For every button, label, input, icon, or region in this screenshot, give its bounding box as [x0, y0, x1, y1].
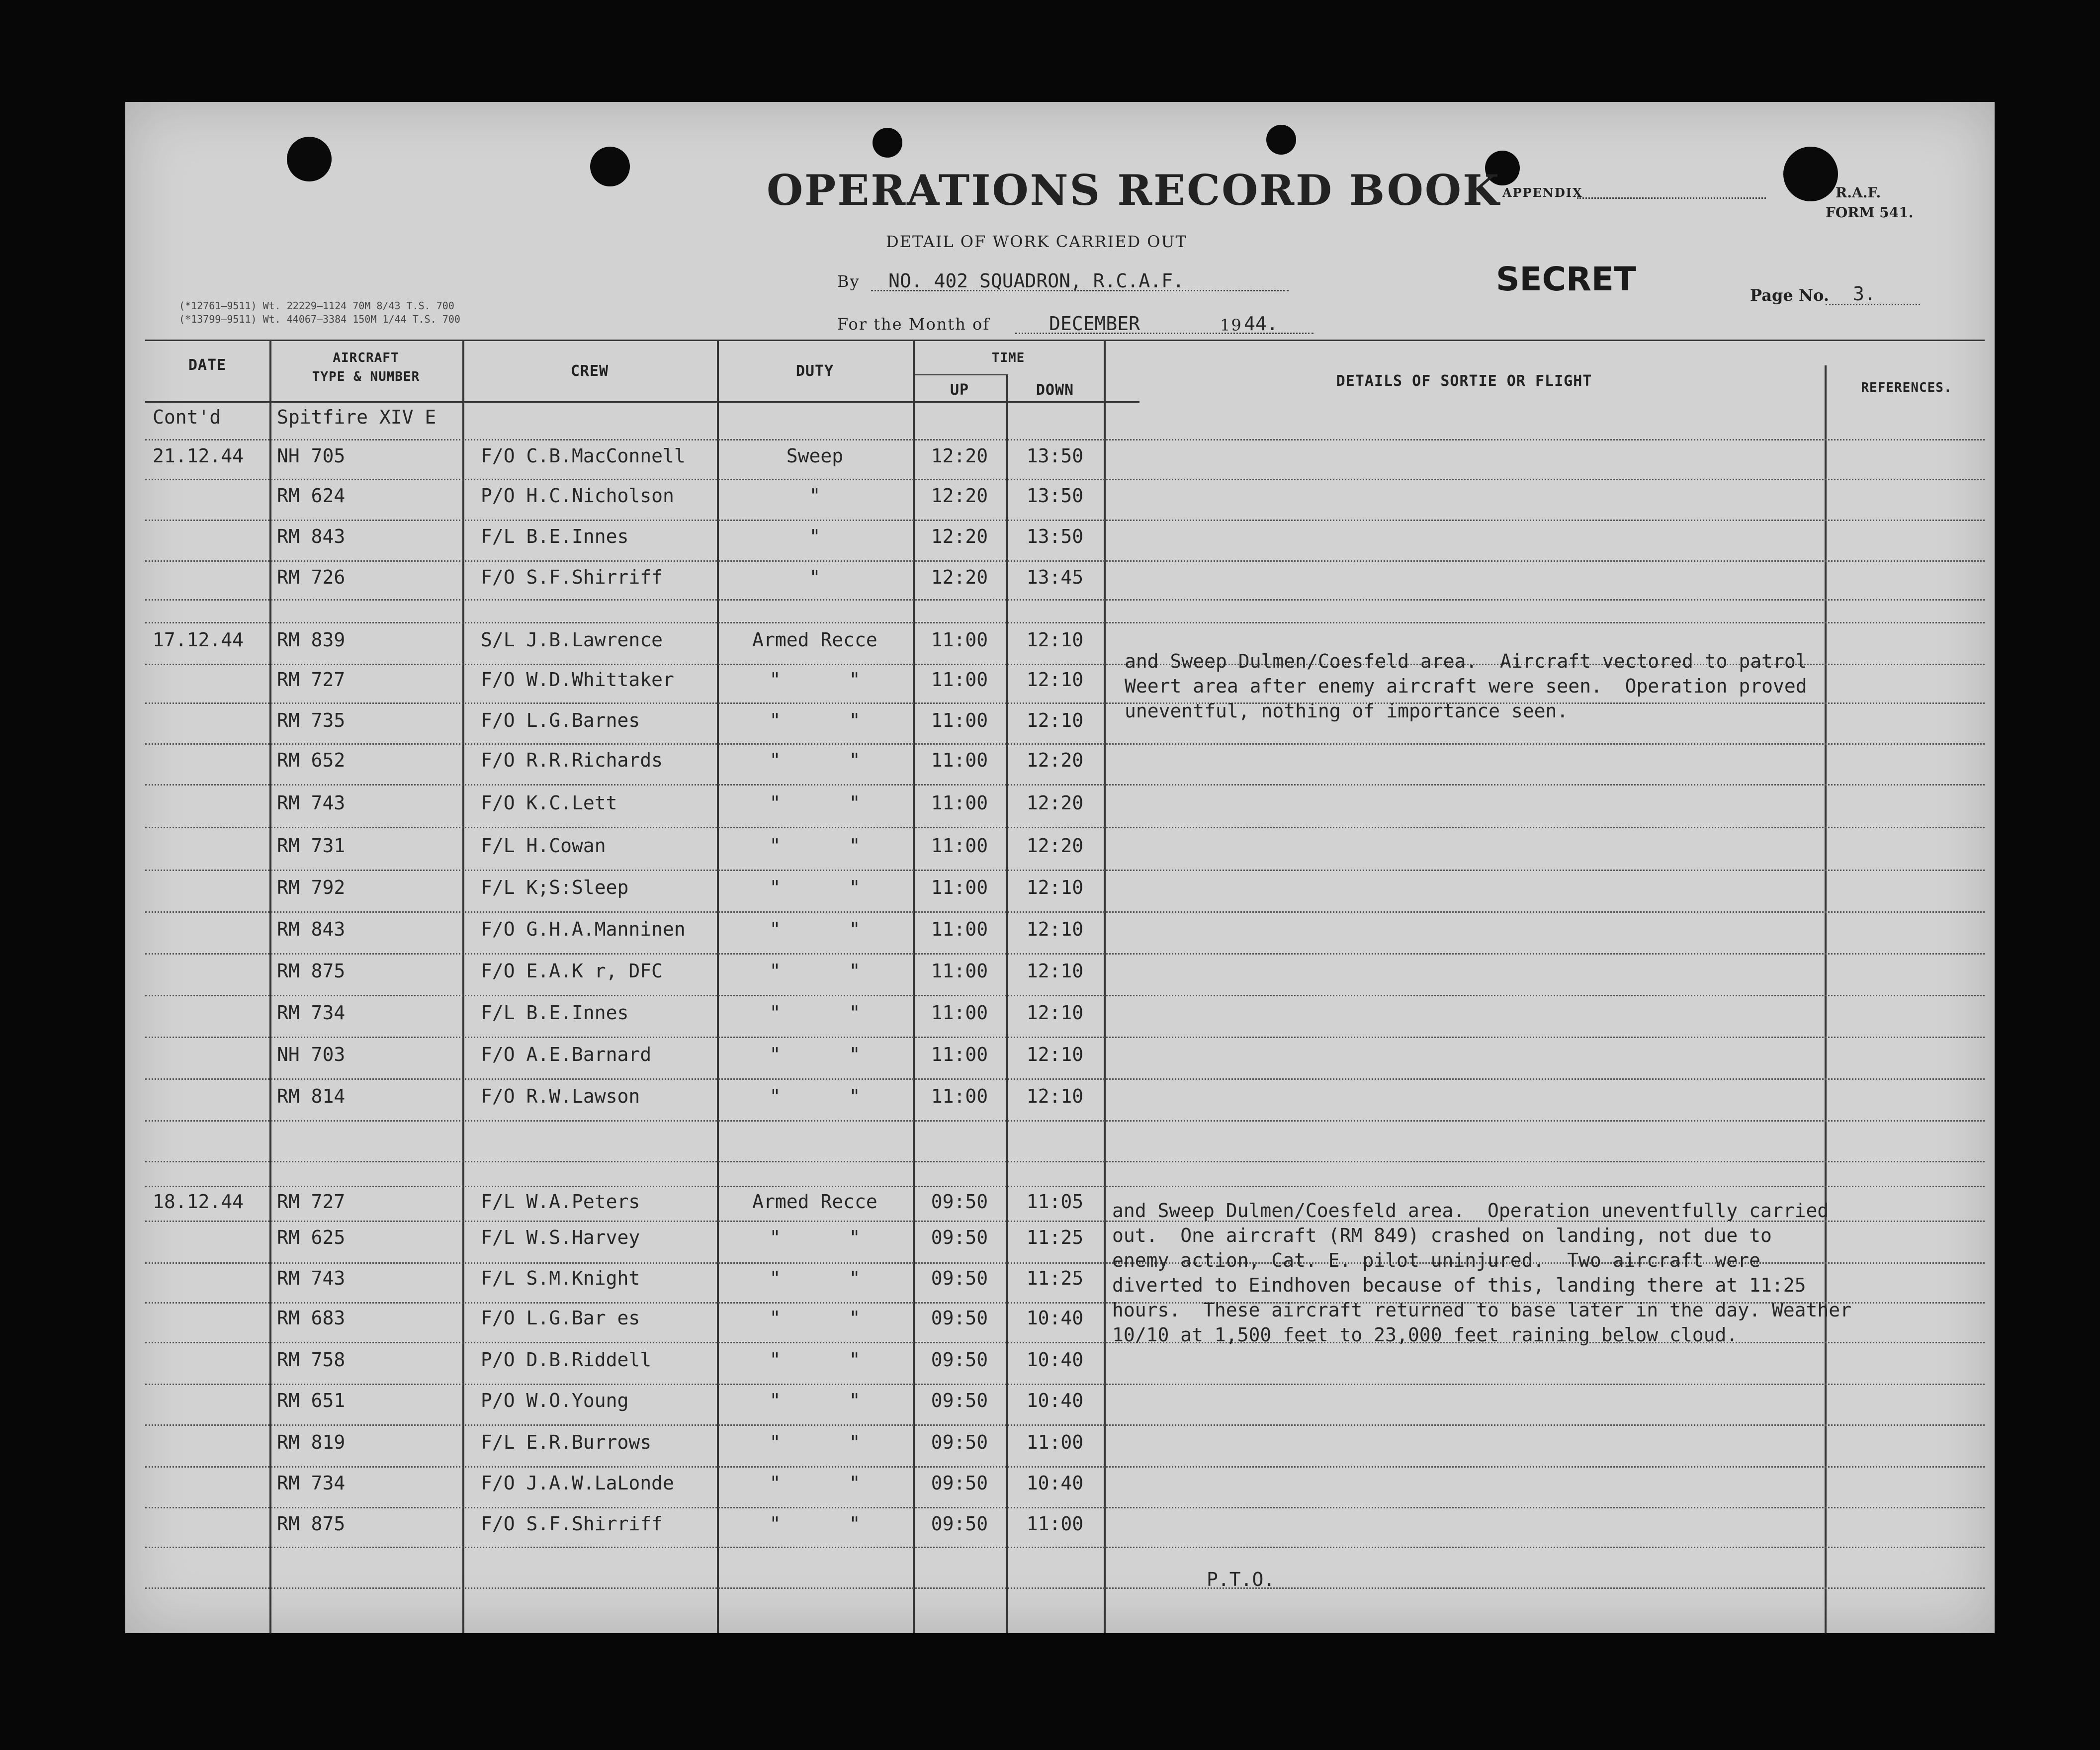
- cell-duty: " ": [769, 1226, 861, 1248]
- cell-duty: " ": [769, 1267, 861, 1289]
- cell-time-up: 12:20: [931, 485, 988, 507]
- cell-time-up: 11:00: [931, 1085, 988, 1107]
- cell-time-up: 11:00: [931, 918, 988, 940]
- cell-crew: F/L K;S:Sleep: [481, 876, 629, 898]
- cell-date: 18.12.44: [153, 1191, 244, 1213]
- cell-date: Cont'd: [153, 406, 221, 428]
- cell-duty: ": [809, 525, 821, 547]
- cell-time-up: 11:00: [931, 792, 988, 814]
- cell-aircraft: RM 734: [277, 1002, 346, 1024]
- cell-aircraft: RM 624: [277, 485, 346, 507]
- cell-crew: P/O H.C.Nicholson: [481, 485, 674, 507]
- cell-time-down: 10:40: [1026, 1472, 1084, 1494]
- cell-aircraft: RM 743: [277, 1267, 346, 1289]
- cell-time-up: 11:00: [931, 1044, 988, 1065]
- cell-time-up: 12:20: [931, 445, 988, 467]
- cell-time-down: 12:10: [1026, 876, 1084, 898]
- cell-crew: F/O R.R.Richards: [481, 749, 663, 771]
- year-value: 44.: [1244, 313, 1278, 335]
- column-header-duty: DUTY: [795, 362, 834, 380]
- cell-duty: " ": [769, 669, 861, 691]
- cell-crew: F/L W.S.Harvey: [481, 1226, 640, 1248]
- header-bottom-rule: [145, 401, 1139, 403]
- cell-crew: F/O L.G.Barnes: [481, 709, 640, 731]
- cell-duty: " ": [769, 1002, 861, 1024]
- cell-time-down: 12:10: [1026, 918, 1084, 940]
- print-reference: (*12761—9511) Wt. 22229—1124 70M 8/43 T.S. 700: [179, 300, 454, 312]
- cell-duty: " ": [769, 1085, 861, 1107]
- cell-time-down: 12:10: [1026, 669, 1084, 691]
- cell-crew: F/L H.Cowan: [481, 835, 606, 857]
- cell-time-up: 11:00: [931, 669, 988, 691]
- cell-crew: F/O S.F.Shirriff: [481, 1513, 663, 1535]
- page-number-value: 3.: [1853, 283, 1876, 305]
- cell-aircraft: Spitfire XIV E: [277, 406, 437, 428]
- table-top-rule: [145, 340, 1985, 341]
- cell-aircraft: RM 843: [277, 525, 346, 547]
- cell-duty: " ": [769, 749, 861, 771]
- cell-duty: " ": [769, 1472, 861, 1494]
- cell-crew: F/L W.A.Peters: [481, 1191, 640, 1213]
- cell-duty: " ": [769, 960, 861, 982]
- punch-hole: [1266, 125, 1296, 155]
- cell-time-down: 13:45: [1026, 566, 1084, 588]
- cell-time-up: 09:50: [931, 1267, 988, 1289]
- cell-aircraft: RM 875: [277, 960, 346, 982]
- cell-time-up: 09:50: [931, 1191, 988, 1213]
- punch-hole: [873, 128, 902, 158]
- cell-duty: Armed Recce: [752, 629, 877, 651]
- document-page: [125, 102, 1995, 1633]
- cell-duty: " ": [769, 1044, 861, 1065]
- cell-aircraft: RM 726: [277, 566, 346, 588]
- cell-aircraft: RM 875: [277, 1513, 346, 1535]
- column-header-aircraft: AIRCRAFT TYPE & NUMBER: [312, 350, 420, 384]
- cell-aircraft: RM 758: [277, 1349, 346, 1371]
- cell-time-down: 11:00: [1026, 1431, 1084, 1453]
- cell-crew: F/O K.C.Lett: [481, 792, 617, 814]
- cell-time-down: 10:40: [1026, 1390, 1084, 1411]
- cell-time-up: 12:20: [931, 566, 988, 588]
- cell-aircraft: RM 727: [277, 1191, 346, 1213]
- cell-aircraft: RM 727: [277, 669, 346, 691]
- column-rule: [462, 340, 464, 1633]
- cell-time-down: 12:10: [1026, 960, 1084, 982]
- cell-crew: F/L S.M.Knight: [481, 1267, 640, 1289]
- cell-crew: S/L J.B.Lawrence: [481, 629, 663, 651]
- cell-time-up: 09:50: [931, 1513, 988, 1535]
- cell-aircraft: RM 652: [277, 749, 346, 771]
- appendix-label: APPENDIX: [1502, 185, 1583, 200]
- page-title: OPERATIONS RECORD BOOK: [767, 166, 1501, 215]
- cell-time-down: 10:40: [1026, 1307, 1084, 1329]
- cell-time-down: 12:10: [1026, 1044, 1084, 1065]
- print-reference: (*13799—9511) Wt. 44067—3384 150M 1/44 T.S. 700: [179, 313, 460, 325]
- form-label-number: FORM 541.: [1826, 204, 1914, 221]
- cell-time-down: 12:10: [1026, 629, 1084, 651]
- column-rule: [1825, 365, 1827, 1633]
- sortie-details-17-dec: and Sweep Dulmen/Coesfeld area. Aircraft vectored to patrol Weert area after enemy aircraft were seen. Operation proved uneventful, nothing of importance seen.: [1125, 650, 1807, 722]
- cell-crew: F/O S.F.Shirriff: [481, 566, 663, 588]
- cell-time-up: 11:00: [931, 709, 988, 731]
- form-label-raf: R.A.F.: [1836, 184, 1881, 201]
- cell-aircraft: RM 625: [277, 1226, 346, 1248]
- cell-duty: " ": [769, 1307, 861, 1329]
- cell-crew: F/L B.E.Innes: [481, 525, 629, 547]
- cell-aircraft: RM 839: [277, 629, 346, 651]
- squadron-name: NO. 402 SQUADRON, R.C.A.F.: [888, 270, 1184, 292]
- cell-time-up: 11:00: [931, 749, 988, 771]
- cell-time-down: 12:10: [1026, 1002, 1084, 1024]
- cell-duty: Armed Recce: [752, 1191, 877, 1213]
- cell-duty: " ": [769, 835, 861, 857]
- page-subtitle: DETAIL OF WORK CARRIED OUT: [886, 232, 1187, 251]
- cell-crew: F/O A.E.Barnard: [481, 1044, 652, 1065]
- cell-time-up: 09:50: [931, 1431, 988, 1453]
- cell-time-down: 11:00: [1026, 1513, 1084, 1535]
- cell-crew: F/L E.R.Burrows: [481, 1431, 652, 1453]
- cell-aircraft: RM 683: [277, 1307, 346, 1329]
- cell-crew: F/O L.G.Bar es: [481, 1307, 640, 1329]
- punch-hole: [590, 147, 630, 186]
- cell-time-down: 12:20: [1026, 835, 1084, 857]
- cell-time-up: 11:00: [931, 876, 988, 898]
- cell-aircraft: RM 735: [277, 709, 346, 731]
- secret-stamp: SECRET: [1496, 260, 1636, 298]
- column-header-details: DETAILS OF SORTIE OR FLIGHT: [1336, 372, 1592, 390]
- column-header-down: DOWN: [1036, 381, 1074, 399]
- cell-time-up: 12:20: [931, 525, 988, 547]
- cell-time-up: 11:00: [931, 629, 988, 651]
- cell-aircraft: RM 819: [277, 1431, 346, 1453]
- cell-duty: " ": [769, 709, 861, 731]
- column-header-up: UP: [950, 381, 969, 399]
- column-header-time: TIME: [991, 350, 1025, 365]
- column-header-date: DATE: [188, 356, 227, 374]
- cell-crew: F/O E.A.K r, DFC: [481, 960, 663, 982]
- cell-date: 17.12.44: [153, 629, 244, 651]
- cell-time-down: 13:50: [1026, 485, 1084, 507]
- cell-time-up: 11:00: [931, 1002, 988, 1024]
- cell-crew: P/O D.B.Riddell: [481, 1349, 652, 1371]
- cell-crew: F/O J.A.W.LaLonde: [481, 1472, 674, 1494]
- cell-aircraft: RM 734: [277, 1472, 346, 1494]
- sortie-details-18-dec: and Sweep Dulmen/Coesfeld area. Operation uneventfully carried out. One aircraft (RM 849) crashed on landing, not due to enemy action, Cat. E. pilot uninjured. Two aircraft were diverted to Eindhoven because of this, landing there at 11:25 hours. These aircraft returned to base later in the day. Weather 10/10 at 1,500 feet to 23,000 feet raining below cloud.: [1112, 1200, 1852, 1346]
- cell-aircraft: RM 843: [277, 918, 346, 940]
- month-value: DECEMBER: [1049, 313, 1140, 335]
- cell-duty: " ": [769, 918, 861, 940]
- cell-aircraft: NH 703: [277, 1044, 346, 1065]
- cell-time-down: 13:50: [1026, 445, 1084, 467]
- column-header-crew: CREW: [570, 362, 609, 380]
- cell-duty: ": [809, 566, 821, 588]
- cell-aircraft: RM 743: [277, 792, 346, 814]
- cell-time-up: 09:50: [931, 1226, 988, 1248]
- by-label: By: [837, 272, 860, 291]
- cell-crew: F/O G.H.A.Manninen: [481, 918, 686, 940]
- cell-time-down: 11:25: [1026, 1226, 1084, 1248]
- punch-hole: [1783, 147, 1838, 201]
- cell-aircraft: RM 731: [277, 835, 346, 857]
- cell-crew: F/O C.B.MacConnell: [481, 445, 686, 467]
- cell-duty: " ": [769, 1431, 861, 1453]
- cell-time-down: 10:40: [1026, 1349, 1084, 1371]
- cell-crew: F/L B.E.Innes: [481, 1002, 629, 1024]
- month-label: For the Month of: [837, 315, 990, 334]
- column-header-references: REFERENCES.: [1861, 380, 1952, 395]
- cell-time-up: 09:50: [931, 1349, 988, 1371]
- cell-time-up: 09:50: [931, 1307, 988, 1329]
- cell-duty: " ": [769, 1513, 861, 1535]
- year-prefix: 19: [1220, 316, 1242, 335]
- cell-time-down: 13:50: [1026, 525, 1084, 547]
- cell-aircraft: RM 814: [277, 1085, 346, 1107]
- cell-time-down: 12:10: [1026, 709, 1084, 731]
- cell-aircraft: RM 651: [277, 1390, 346, 1411]
- cell-duty: " ": [769, 792, 861, 814]
- cell-duty: Sweep: [786, 445, 844, 467]
- column-rule: [1104, 340, 1106, 1633]
- cell-time-down: 11:05: [1026, 1191, 1084, 1213]
- cell-duty: " ": [769, 876, 861, 898]
- cell-time-down: 12:20: [1026, 792, 1084, 814]
- please-turn-over: P.T.O.: [1207, 1569, 1275, 1590]
- cell-time-up: 09:50: [931, 1472, 988, 1494]
- cell-duty: " ": [769, 1390, 861, 1411]
- cell-time-down: 12:20: [1026, 749, 1084, 771]
- cell-crew: P/O W.O.Young: [481, 1390, 629, 1411]
- cell-crew: F/O R.W.Lawson: [481, 1085, 640, 1107]
- cell-aircraft: RM 792: [277, 876, 346, 898]
- cell-duty: " ": [769, 1349, 861, 1371]
- column-rule: [269, 340, 271, 1633]
- punch-hole: [287, 137, 332, 181]
- cell-crew: F/O W.D.Whittaker: [481, 669, 674, 691]
- cell-time-down: 12:10: [1026, 1085, 1084, 1107]
- cell-time-up: 09:50: [931, 1390, 988, 1411]
- cell-aircraft: NH 705: [277, 445, 346, 467]
- page-number-label: Page No.: [1750, 286, 1829, 305]
- cell-time-up: 11:00: [931, 835, 988, 857]
- cell-time-down: 11:25: [1026, 1267, 1084, 1289]
- cell-date: 21.12.44: [153, 445, 244, 467]
- cell-duty: ": [809, 485, 821, 507]
- cell-time-up: 11:00: [931, 960, 988, 982]
- time-subheader-rule: [914, 374, 1006, 375]
- appendix-fill-line: [1577, 197, 1766, 199]
